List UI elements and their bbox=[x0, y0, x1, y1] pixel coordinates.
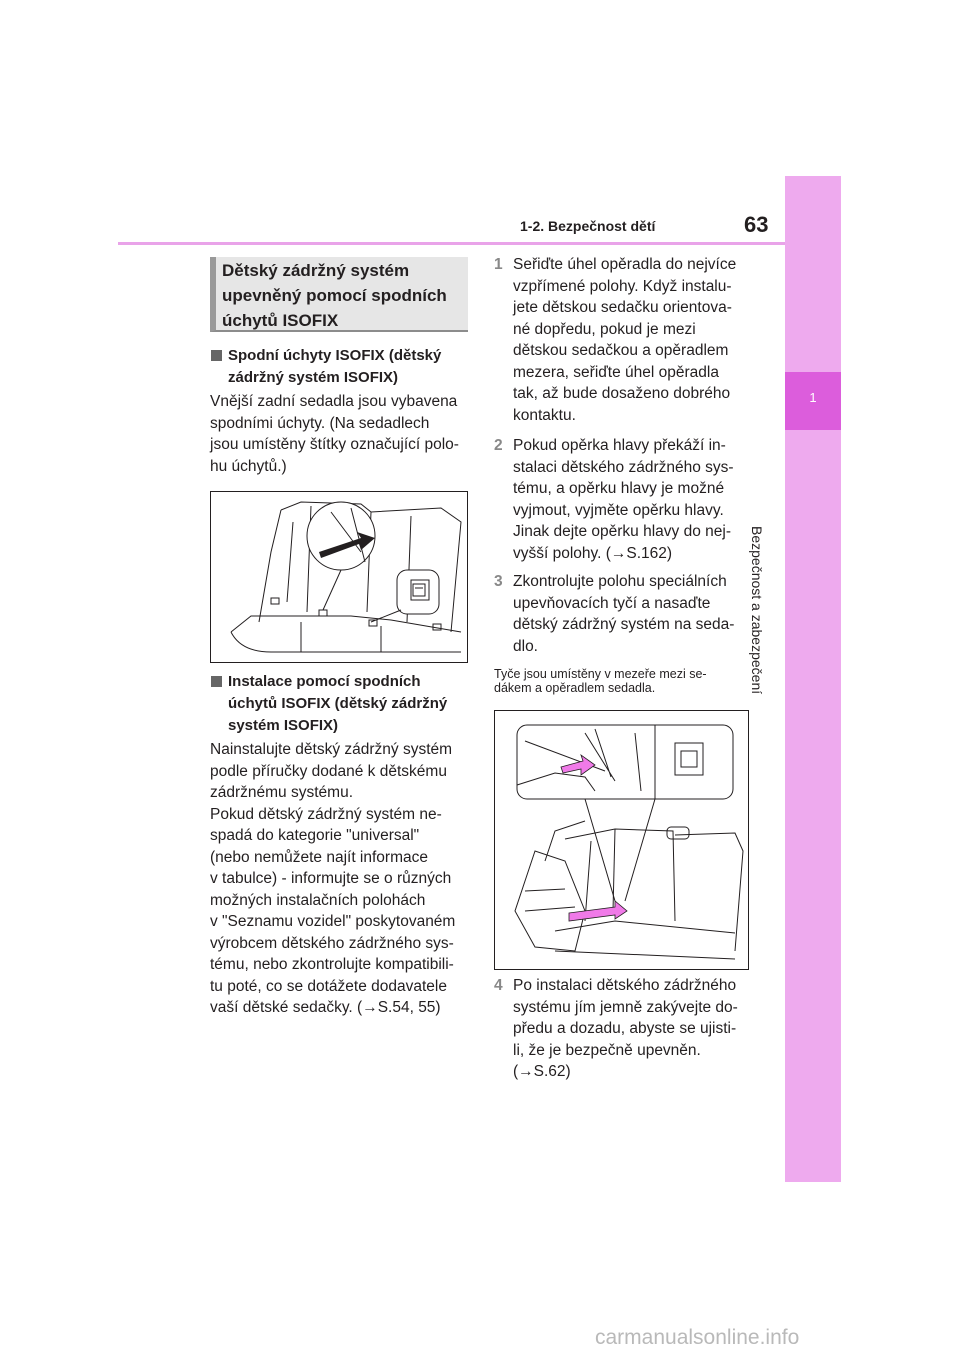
step-1: 1 Seřiďte úhel opěradla do nejvíce vzpřímené polohy. Když instalu- jete dětskou sedačku orientova- né dopředu, pokud je mezi dětskou sedačkou a opěradlem mezera, seřiďte úhel opěradla tak, až bude dosaženo dobrého kontaktu. bbox=[494, 256, 737, 424]
figure-child-seat-installation bbox=[494, 710, 749, 970]
subheading-isofix-anchors: Spodní úchyty ISOFIX (dětský zádržný systém ISOFIX) bbox=[211, 345, 471, 389]
note-text: Tyče jsou umístěny v mezeře mezi se- dákem a opěradlem sedadla. bbox=[494, 667, 707, 695]
paragraph-anchors: Vnější zadní sedadla jsou vybavena spodními úchyty. (Na sedadlech jsou umístěny štítky označující polo- hu úchytů.) bbox=[210, 393, 459, 475]
child-seat-illustration bbox=[495, 711, 748, 969]
rear-seat-illustration bbox=[211, 492, 467, 662]
chapter-side-tab bbox=[785, 176, 841, 1182]
square-bullet-icon bbox=[211, 676, 222, 687]
section-heading: Dětský zádržný systém upevněný pomocí spodních úchytů ISOFIX bbox=[222, 261, 447, 330]
square-bullet-icon bbox=[211, 350, 222, 361]
step-number: 4 bbox=[494, 977, 503, 994]
figure-isofix-anchors bbox=[210, 491, 468, 663]
step-4: 4 Po instalaci dětského zádržného systému jím jemně zakývejte do- předu a dozadu, abyste se ujisti- li, že je bezpečně upevněn. (→S.62) bbox=[494, 977, 738, 1080]
header-rule bbox=[118, 242, 785, 245]
page-number: 63 bbox=[744, 212, 769, 237]
step-3: 3 Zkontrolujte polohu speciálních upevňovacích tyčí a nasaďte dětský zádržný systém na seda- dlo. bbox=[494, 573, 735, 655]
chapter-name: Bezpečnost a zabezpečení bbox=[749, 526, 765, 695]
step-number: 2 bbox=[494, 437, 503, 454]
step-number: 3 bbox=[494, 573, 503, 590]
step-number: 1 bbox=[494, 256, 503, 273]
chapter-number: 1 bbox=[809, 390, 817, 405]
section-title: 1-2. Bezpečnost dětí bbox=[520, 218, 656, 234]
step-2: 2 Pokud opěrka hlavy překáží in- stalaci dětského zádržného sys- tému, a opěrku hlavy je možné vyjmout, vyjměte opěrku hlavy. Jinak dejte opěrku hlavy do nej- vyšší polohy. (→S.162) bbox=[494, 437, 734, 562]
watermark: carmanualsonline.info bbox=[595, 1326, 800, 1349]
subheading-installation: Instalace pomocí spodních úchytů ISOFIX (dětský zádržný systém ISOFIX) bbox=[211, 671, 471, 737]
paragraph-installation: Nainstalujte dětský zádržný systém podle příručky dodané k dětskému zádržnému systému. Pokud dětský zádržný systém ne- spadá do kategorie "universal" (nebo nemůžete najít informace v tabulce) - informujte se o různých možných instalačních polohách v "Seznamu vozidel" poskytovaném výrobcem dětského zádržného sys- tému, nebo zkontrolujte kompatibili- tu poté, co se dotážete dodavatele vaší dětské sedačky. (→S.54, 55) bbox=[210, 741, 456, 1016]
